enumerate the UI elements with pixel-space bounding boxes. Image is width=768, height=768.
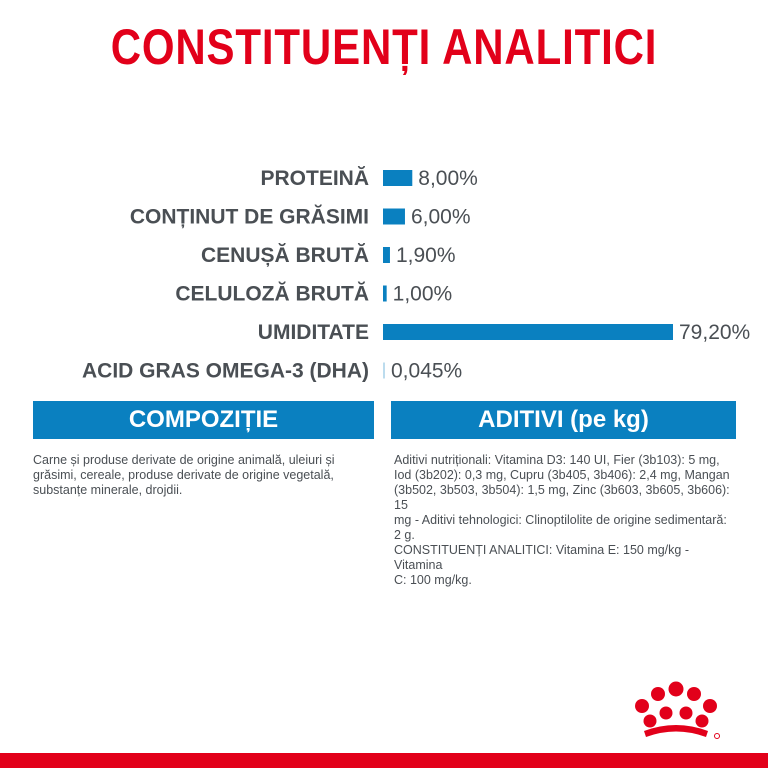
bar [383, 170, 412, 186]
brand-red-strip [0, 753, 768, 768]
bar [383, 247, 390, 263]
category-label: PROTEINĂ [260, 167, 369, 190]
page-title: CONSTITUENȚI ANALITICI [110, 19, 658, 75]
composition-text: Carne și produse derivate de origine animală, uleiuri și grăsimi, cereale, produse derivate de origine vegetală, substanțe minerale, drojdii. [33, 453, 335, 497]
category-label: CONȚINUT DE GRĂSIMI [129, 205, 369, 229]
category-label: CENUȘĂ BRUTĂ [201, 244, 369, 267]
value-label: 1,00% [392, 282, 453, 306]
category-label: CELULOZĂ BRUTĂ [175, 282, 369, 306]
value-label: 6,00% [410, 205, 471, 229]
bar [383, 363, 385, 379]
composition-header [33, 401, 374, 439]
additives-text: Aditivi nutriționali: Vitamina D3: 140 UI, Fier (3b103): 5 mg, Iod (3b202): 0,3 mg, Cupru (3b405, 3b406): 2,4 mg, Mangan (3b502, 3b503, 3b504): 1,5 mg, Zinc (3b603, 3b605, 3b606): 15 mg - Aditivi tehnologici: Clinoptilolite de origine sedimentară: 2 g. CONSTITUENȚI ANALITICI: Vitamina E: 150 mg/kg - Vitamina C: 100 mg/kg. [394, 453, 730, 587]
value-label: 1,90% [395, 244, 456, 267]
composition-heading: COMPOZIȚIE [128, 406, 279, 433]
category-label: ACID GRAS OMEGA-3 (DHA) [82, 359, 369, 383]
additives-header [391, 401, 736, 439]
value-label: 0,045% [391, 359, 463, 383]
category-label: UMIDITATE [257, 321, 369, 344]
bar [383, 286, 387, 302]
bar [383, 324, 673, 340]
brand-crown-logo [628, 678, 724, 744]
bar [383, 209, 405, 225]
value-label: 8,00% [418, 167, 478, 190]
additives-heading: ADITIVI (pe kg) [478, 406, 649, 433]
value-label: 79,20% [679, 321, 751, 344]
